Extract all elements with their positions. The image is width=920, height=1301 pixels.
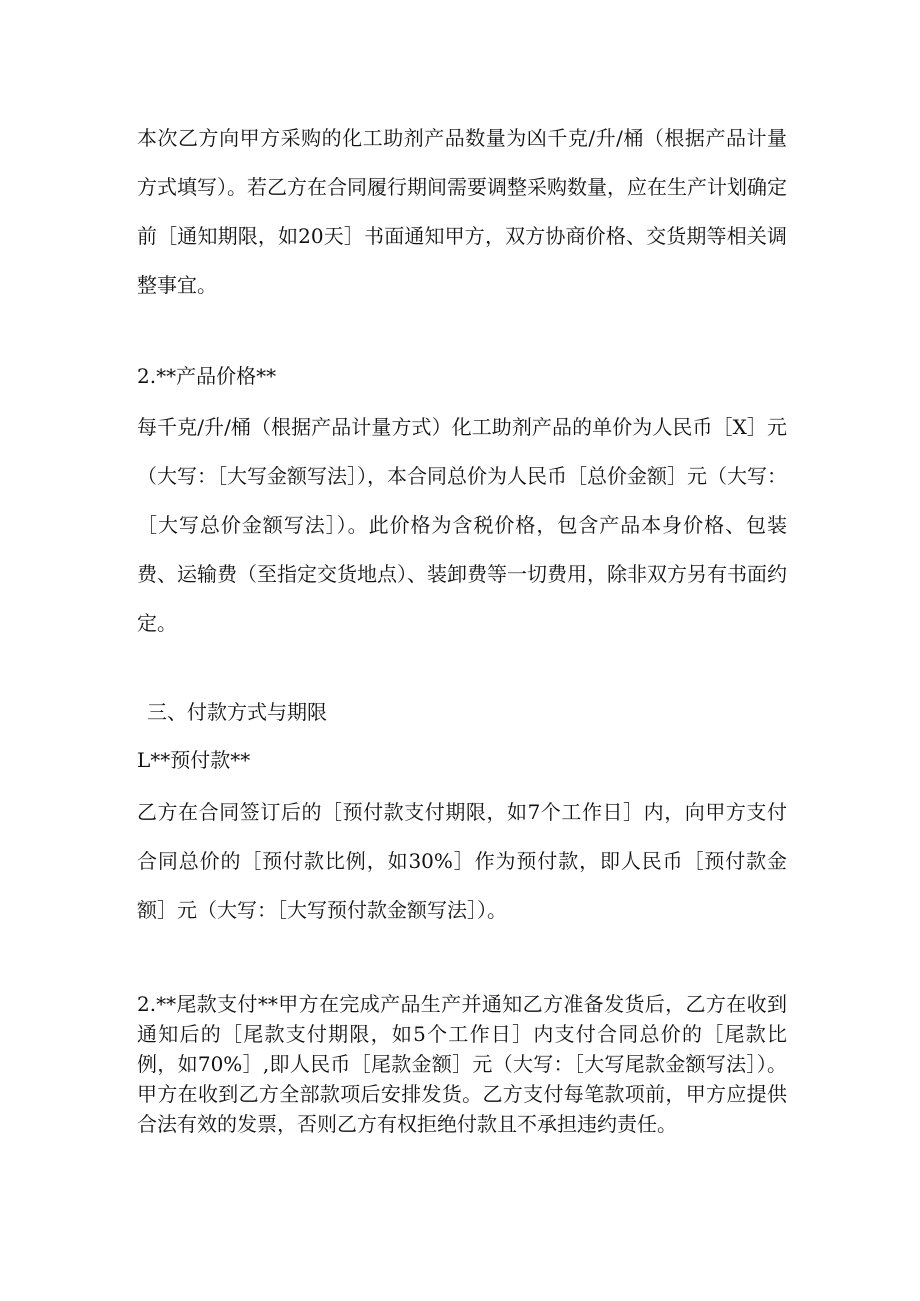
quantity-paragraph: 本次乙方向甲方采购的化工助剂产品数量为凶千克/升/桶（根据产品计量方式填写）。若乙方在合同履行期间需要调整采购数量，应在生产计划确定前［通知期限，如20天］书面通知甲方，双方协商价格、交货期等相关调整事宜。 [137, 126, 787, 297]
payment-section-heading: 三、付款方式与期限 [147, 700, 327, 724]
prepayment-paragraph: 乙方在合同签订后的［预付款支付期限，如7个工作日］内，向甲方支付合同总价的［预付款比例，如30%］作为预付款，即人民币［预付款金额］元（大写：［大写预付款金额写法］）。 [137, 800, 787, 922]
final-payment-paragraph: 2.**尾款支付**甲方在完成产品生产并通知乙方准备发货后，乙方在收到通知后的［尾款支付期限，如5个工作日］内支付合同总价的［尾款比例，如70%］,即人民币［尾款金额］元（大写：［大写尾款金额写法］）。甲方在收到乙方全部款项后安排发货。乙方支付每笔款项前，甲方应提供合法有效的发票，否则乙方有权拒绝付款且不承担违约责任。 [137, 992, 787, 1136]
price-paragraph: 每千克/升/桶（根据产品计量方式）化工助剂产品的单价为人民币［X］元（大写：［大写金额写法］），本合同总价为人民币［总价金额］元（大写：［大写总价金额写法］）。此价格为含税价格，包含产品本身价格、包装费、运输费（至指定交货地点）、装卸费等一切费用，除非双方另有书面约定。 [137, 415, 787, 635]
prepayment-heading: L**预付款** [137, 748, 251, 772]
price-heading: 2.**产品价格** [137, 364, 277, 388]
